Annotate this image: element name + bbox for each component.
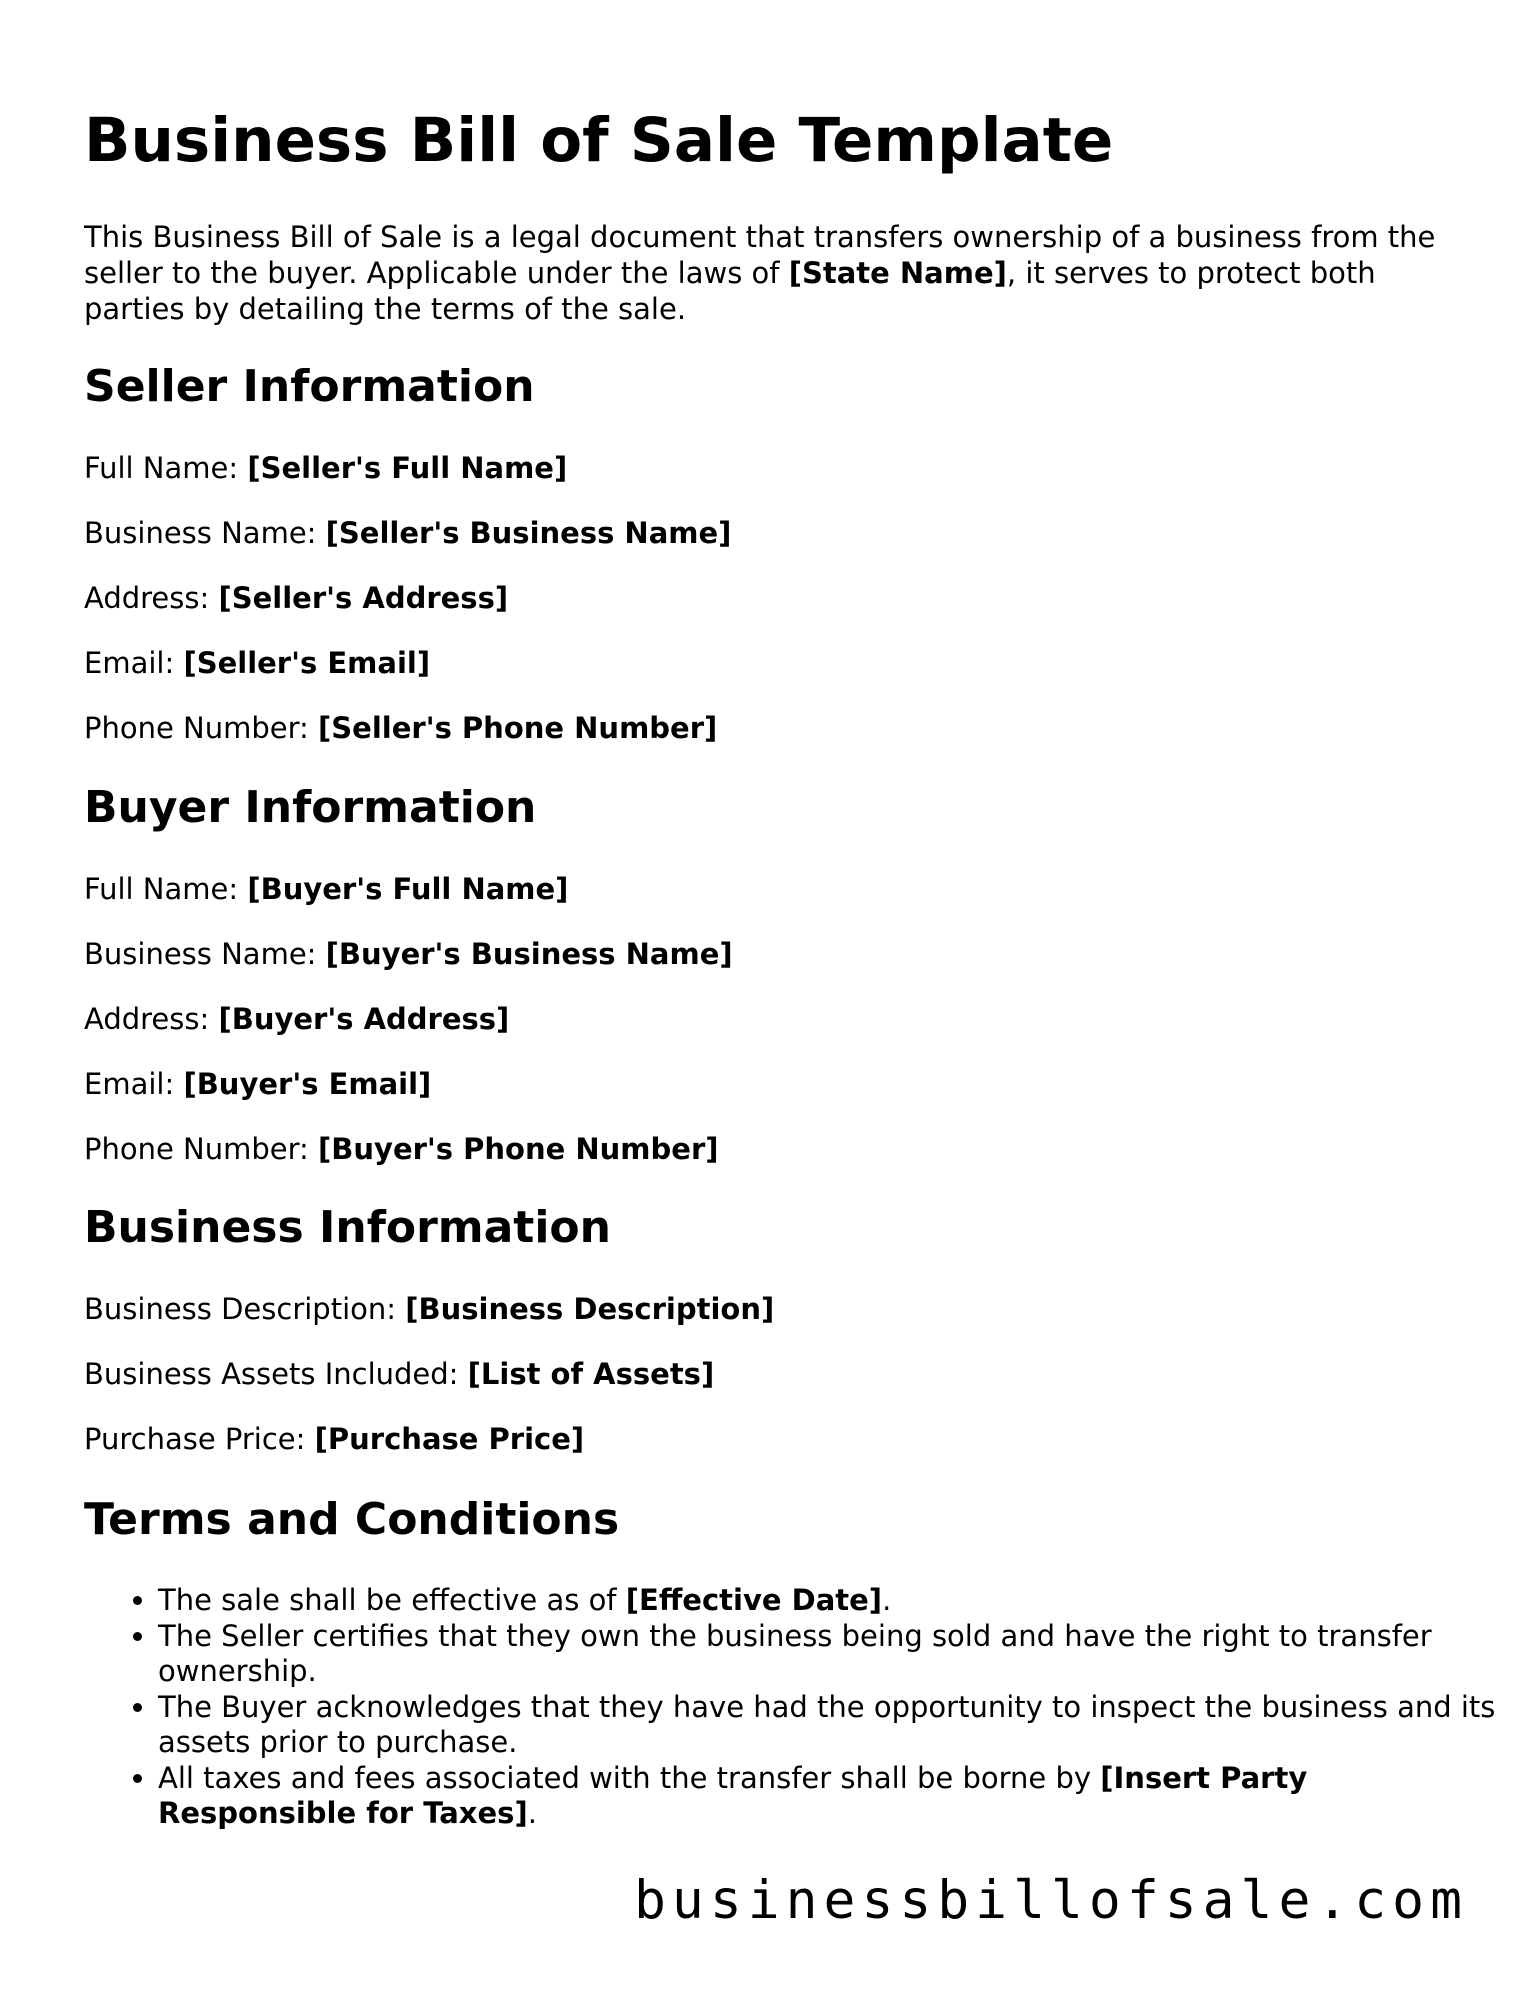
field-value: [Buyer's Full Name] — [247, 872, 569, 906]
terms-item-placeholder: [Effective Date] — [625, 1583, 883, 1617]
field-value: [Buyer's Business Name] — [325, 937, 733, 971]
field-label: Email: — [84, 646, 175, 680]
field-value: [Business Description] — [405, 1292, 775, 1326]
field-label: Full Name: — [84, 872, 239, 906]
intro-text-part1: This Business Bill of Sale is a legal document that transfers ownership of a business from the seller to the buyer. Applicable under the laws of — [84, 220, 1436, 290]
terms-item — [158, 1583, 1508, 1619]
field-label: Phone Number: — [84, 711, 309, 745]
intro-state-placeholder: [State Name] — [788, 256, 1007, 290]
field-value: [Seller's Business Name] — [325, 516, 732, 550]
business-assets-field — [84, 1356, 714, 1392]
seller-email-field — [84, 645, 430, 681]
seller-phone-field — [84, 710, 717, 746]
field-label: Address: — [84, 1002, 210, 1036]
buyer-address-field — [84, 1001, 509, 1037]
buyer-email-field — [84, 1066, 431, 1102]
field-value: [Seller's Email] — [183, 646, 431, 680]
terms-list — [84, 1583, 1508, 1832]
field-label: Full Name: — [84, 451, 239, 485]
terms-item — [158, 1619, 1508, 1690]
intro-paragraph — [84, 219, 1454, 327]
terms-item-placeholder: [Insert Party Responsible for Taxes] — [158, 1760, 1308, 1830]
field-value: [Seller's Full Name] — [247, 451, 568, 485]
field-value: [Purchase Price] — [314, 1422, 585, 1456]
terms-heading: Terms and Conditions — [84, 1494, 620, 1545]
purchase-price-field — [84, 1421, 584, 1457]
seller-full-name-field — [84, 450, 567, 486]
seller-heading: Seller Information — [84, 361, 535, 412]
field-label: Address: — [84, 581, 210, 615]
terms-item-text: The sale shall be effective as of — [158, 1583, 626, 1617]
field-value: [Buyer's Address] — [218, 1002, 510, 1036]
field-label: Email: — [84, 1067, 175, 1101]
buyer-full-name-field — [84, 871, 568, 907]
intro-text-part2: , it serves to protect both parties by detailing the terms of the sale. — [84, 256, 1376, 326]
site-watermark: businessbillofsale.com — [634, 1870, 1468, 1931]
field-label: Purchase Price: — [84, 1422, 306, 1456]
buyer-heading: Buyer Information — [84, 782, 537, 833]
seller-business-name-field — [84, 515, 731, 551]
field-value: [Seller's Phone Number] — [318, 711, 718, 745]
buyer-business-name-field — [84, 936, 733, 972]
seller-address-field — [84, 580, 508, 616]
field-label: Business Name: — [84, 516, 317, 550]
terms-item — [158, 1761, 1508, 1832]
terms-item — [158, 1690, 1508, 1761]
field-label: Business Assets Included: — [84, 1357, 459, 1391]
business-description-field — [84, 1291, 774, 1327]
field-label: Business Name: — [84, 937, 317, 971]
field-label: Business Description: — [84, 1292, 397, 1326]
buyer-phone-field — [84, 1131, 719, 1167]
terms-item-text-end: . — [882, 1583, 892, 1617]
field-value: [Seller's Address] — [218, 581, 509, 615]
terms-item-text: The Buyer acknowledges that they have had the opportunity to inspect the business and its assets prior to purchase. — [158, 1689, 1496, 1759]
business-heading: Business Information — [84, 1202, 611, 1253]
terms-item-text: All taxes and fees associated with the transfer shall be borne by — [158, 1760, 1101, 1795]
field-value: [Buyer's Phone Number] — [318, 1132, 719, 1166]
field-value: [List of Assets] — [467, 1357, 715, 1391]
field-label: Phone Number: — [84, 1132, 309, 1166]
page-title: Business Bill of Sale Template — [84, 105, 1114, 176]
terms-item-text-end: . — [527, 1796, 537, 1830]
terms-item-text: The Seller certifies that they own the business being sold and have the right to transfer ownership. — [158, 1618, 1432, 1688]
field-value: [Buyer's Email] — [183, 1067, 432, 1101]
